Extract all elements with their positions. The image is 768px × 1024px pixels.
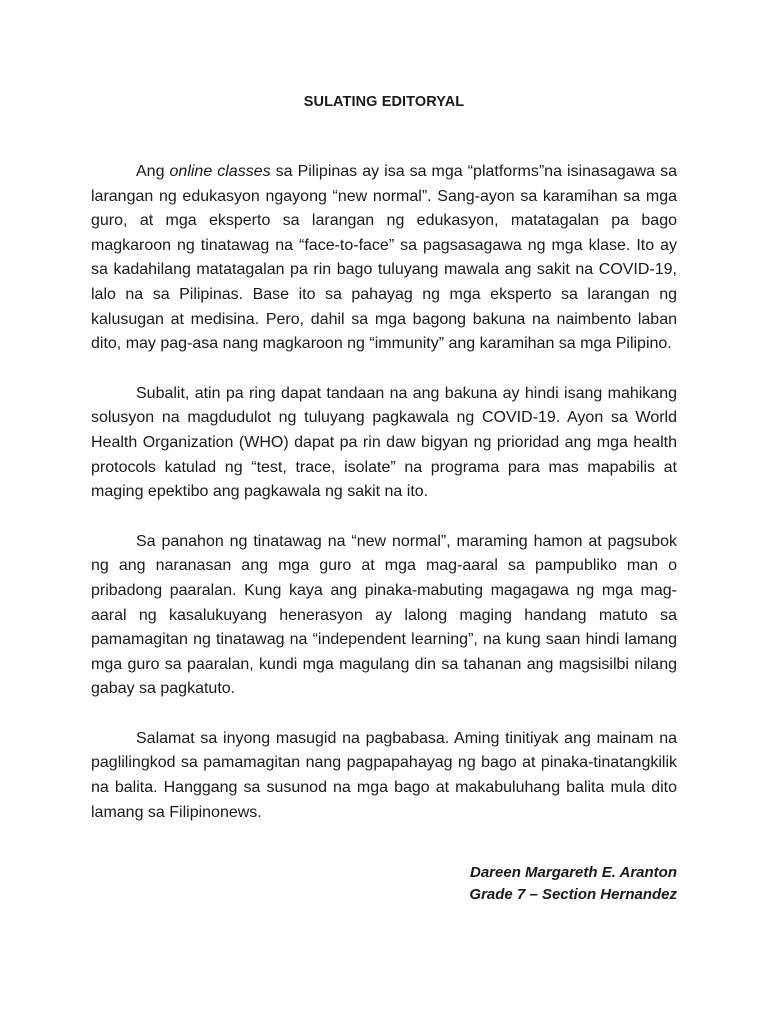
editorial-body <box>91 160 677 825</box>
paragraph-1-italic: online classes <box>169 163 271 180</box>
paragraph-3: Sa panahon ng tinatawag na “new normal”, maraming hamon at pagsubok ng ang naranasan ang mga guro at mga mag-aaral sa pampubliko man o pribadong paaralan. Kung kaya ang pinaka-mabuting magagawa ng mga mag-aaral ng kasalukuyang henerasyon ay lalong maging handang matuto sa pamamagitan ng tinatawag na “independent learning”, na kung saan hindi lamang mga guro sa paaralan, kundi mga magulang din sa tahanan ang magsisilbi nilang gabay sa pagkatuto. <box>91 532 677 698</box>
paragraph-1-rest: sa Pilipinas ay isa sa mga “platforms”na isinasagawa sa larangan ng edukasyon ngayong “new normal”. Sang-ayon sa karamihan sa mga guro, at mga eksperto sa larangan ng edukasyon, matatagalan pa bago magkaroon ng tinatawag na “face-to-face” sa pagsasagawa ng mga klase. Ito ay sa kadahilang matatagalan pa rin bago tuluyang mawala ang sakit na COVID-19, lalo na sa Pilipinas. Base ito sa pahayag ng mga eksperto sa larangan ng kalusugan at medisina. Pero, dahil sa mga bagong bakuna na naimbento laban dito, may pag-asa nang magkaroon ng “immunity” ang karamihan sa mga Pilipino. <box>91 163 677 353</box>
author-name: Dareen Margareth E. Aranton <box>470 864 677 881</box>
author-signature <box>469 862 677 906</box>
paragraph-4: Salamat sa inyong masugid na pagbabasa. Aming tinitiyak ang mainam na paglilingkod sa pamamagitan nang pagpapahayag ng bago at pinaka-tinatangkilik na balita. Hanggang sa susunod na mga bago at makabuluhang balita mula dito lamang sa Filipinonews. <box>91 729 677 821</box>
paragraph-1 <box>91 160 677 357</box>
document-title: SULATING EDITORYAL <box>303 94 465 110</box>
paragraph-2: Subalit, atin pa ring dapat tandaan na ang bakuna ay hindi isang mahikang solusyon na magdudulot ng tuluyang pagkawala ng COVID-19. Ayon sa World Health Organization (WHO) dapat pa rin daw bigyan ng prioridad ang mga health protocols katulad ng “test, trace, isolate” na programa para mas mapabilis at maging epektibo ang pagkawala ng sakit na ito. <box>91 384 677 501</box>
author-section: Grade 7 – Section Hernandez <box>469 886 677 903</box>
paragraph-1-prefix: Ang <box>136 163 170 180</box>
